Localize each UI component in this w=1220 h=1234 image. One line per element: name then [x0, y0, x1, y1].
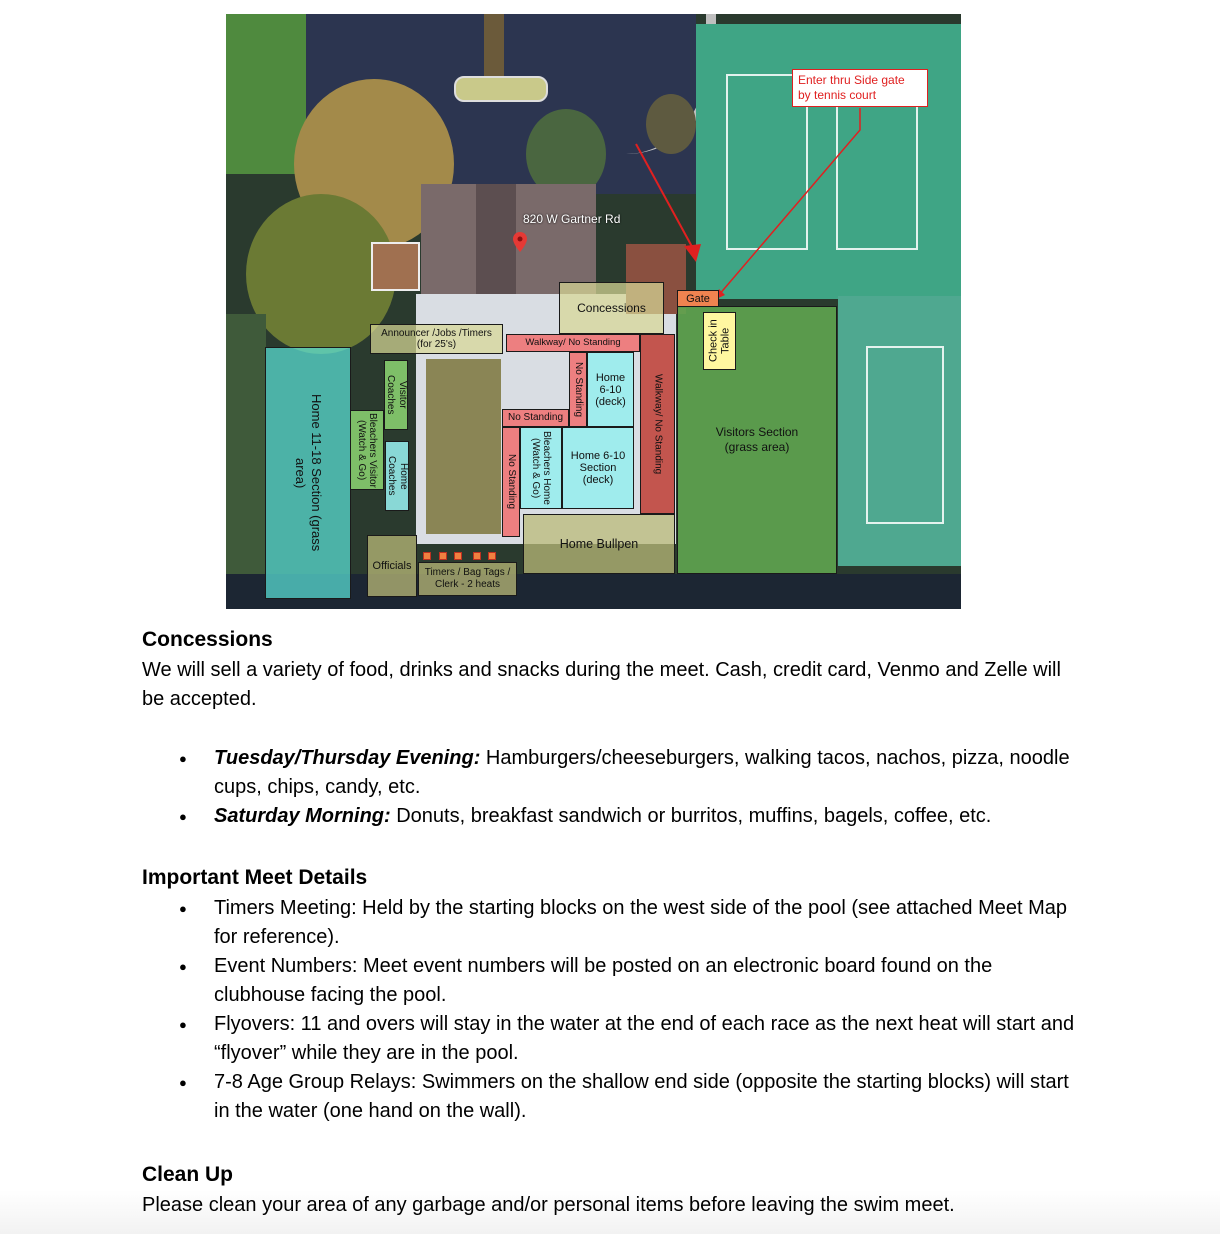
starting-block [439, 552, 447, 560]
bullet-icon: ● [179, 751, 187, 766]
starting-block [454, 552, 462, 560]
zone-bleachers-visitor: Bleachers Visitor (Watch & Go) [350, 410, 384, 490]
callout-line-1: Enter thru Side gate [798, 73, 905, 87]
item-label: Saturday Morning: [214, 805, 391, 827]
concessions-intro: We will sell a variety of food, drinks and snacks during the meet. Cash, credit card, Venmo and Zelle will be accepted. [142, 659, 1061, 710]
list-item [142, 744, 1082, 802]
zone-home-11-18: Home 11-18 Section (grass area) [265, 347, 351, 599]
bullet-icon: ● [179, 1017, 187, 1032]
item-text: Hamburgers/cheeseburgers, walking tacos, nachos, pizza, noodle cups, chips, candy, etc. [214, 747, 1070, 798]
zone-no-standing-vertical-left: No Standing [502, 427, 520, 537]
concessions-list [142, 744, 1082, 831]
clean-up-heading: Clean Up [142, 1163, 234, 1186]
zone-visitor-coaches: Visitor Coaches [384, 360, 408, 430]
zone-home-6-10-deck: Home 6-10 (deck) [587, 352, 634, 427]
arrow-head-walkway [684, 244, 701, 262]
zone-no-standing-horizontal: No Standing [502, 409, 569, 427]
bullet-icon: ● [179, 1075, 187, 1090]
list-item [142, 894, 1082, 952]
meet-details-heading: Important Meet Details [142, 866, 368, 889]
list-item [142, 1010, 1082, 1068]
zone-home-bullpen: Home Bullpen [523, 514, 675, 574]
concessions-heading: Concessions [142, 628, 273, 651]
zone-officials: Officials [367, 535, 417, 597]
item-text: Donuts, breakfast sandwich or burritos, muffins, bagels, coffee, etc. [390, 805, 992, 827]
zone-home-coaches: Home Coaches [385, 441, 409, 511]
item-text: Event Numbers: Meet event numbers will be posted on an electronic board found on the clubhouse facing the pool. [214, 955, 993, 1006]
item-label: Tuesday/Thursday Evening: [214, 747, 481, 769]
bullet-icon: ● [179, 901, 187, 916]
zone-home-6-10-section-deck: Home 6-10 Section (deck) [562, 427, 634, 509]
list-item [142, 1068, 1082, 1126]
zone-timers: Timers / Bag Tags / Clerk - 2 heats [418, 562, 517, 596]
arrow-line-callout [718, 108, 860, 296]
zone-concessions: Concessions [559, 282, 664, 334]
item-text: Timers Meeting: Held by the starting blocks on the west side of the pool (see attached Meet Map for reference). [214, 897, 1068, 948]
starting-block [423, 552, 431, 560]
bullet-icon: ● [179, 809, 187, 824]
item-text: 7-8 Age Group Relays: Swimmers on the shallow end side (opposite the starting blocks) will start in the water (one hand on the wall). [214, 1071, 1069, 1122]
starting-block [473, 552, 481, 560]
zone-walkway-right: Walkway/ No Standing [640, 334, 675, 514]
zone-visitors-section [677, 306, 837, 574]
location-pin-icon [513, 232, 527, 252]
zone-announcer: Announcer /Jobs /Timers (for 25's) [370, 324, 503, 354]
bullet-icon: ● [179, 959, 187, 974]
zone-no-standing-vertical-top: No Standing [569, 352, 587, 427]
list-item [142, 952, 1082, 1010]
callout-line-2: by tennis court [798, 88, 877, 102]
arrow-line-walkway [636, 144, 696, 254]
zone-bleachers-home: Bleachers Home (Watch & Go) [520, 427, 562, 509]
address-label: 820 W Gartner Rd [523, 212, 621, 226]
item-text: Flyovers: 11 and overs will stay in the water at the end of each race as the next heat will start and “flyover” while they are in the pool. [214, 1013, 1075, 1064]
zone-walkway-top: Walkway/ No Standing [506, 334, 640, 352]
clean-up-text: Please clean your area of any garbage and/or personal items before leaving the swim meet. [142, 1194, 955, 1216]
zone-gate: Gate [677, 290, 719, 308]
zone-check-in-table: Check in Table [703, 312, 736, 370]
meet-map [226, 14, 961, 609]
starting-block [488, 552, 496, 560]
list-item [142, 802, 1082, 831]
entry-callout [792, 69, 928, 107]
meet-details-list [142, 894, 1082, 1126]
visitors-section-label: Visitors Section (grass area) [715, 425, 799, 454]
